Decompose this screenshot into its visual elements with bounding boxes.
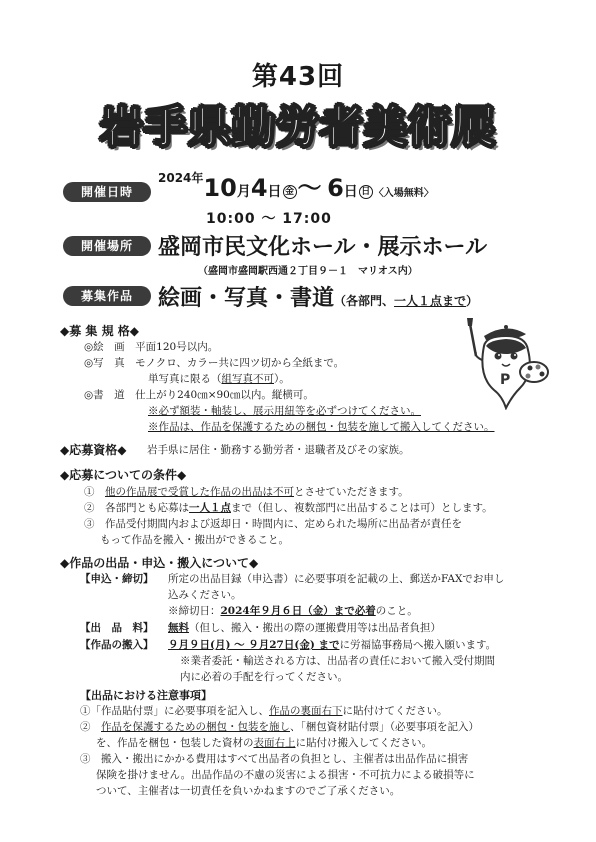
note-3-cont: 保険を掛けません。出品作品の不慮の災害による損害・不可抗力による破損等に — [96, 769, 475, 781]
deadline — [168, 603, 418, 619]
delivery-note-cont: 内に必着の手配を行ってください。 — [180, 671, 348, 683]
calligraphy-note-mount: ※必ず額装・軸装し、展示用紐等を必ずつけてください。 — [148, 405, 421, 417]
event-date — [158, 168, 434, 203]
event-month: 10 — [203, 174, 237, 202]
fee-free: 無料 — [168, 622, 189, 634]
condition-2-emphasis: 一人１点 — [189, 502, 231, 514]
condition-3: ③ 作品受付期間内および返却日・時間内に、定められた場所に出品者が責任を — [84, 518, 462, 530]
date-tilde: 〜 — [297, 174, 322, 202]
condition-1-suffix: とさせていただきます。 — [294, 486, 409, 498]
works-note-limit: 一人１点まで — [394, 294, 467, 308]
photo-note-suffix: ）。 — [274, 373, 290, 385]
note-2-cont-suffix: に貼付け搬入してください。 — [295, 737, 432, 749]
rule-photo-note — [148, 371, 290, 387]
rule-calligraphy: ◎書 道 仕上がり240㎝×90㎝以内。縦横可。 — [84, 389, 314, 401]
works-note — [334, 294, 478, 308]
apply-text: 所定の出品目録（申込書）に必要事項を記載の上、郵送かFAXでお申し — [168, 573, 505, 585]
rule-painting: ◎絵 画 平面120号以内。 — [84, 341, 219, 353]
apply-text-cont: 込みください。 — [168, 589, 242, 601]
photo-note-prefix: 単写真に限る（ — [148, 373, 222, 385]
event-time: 10:00 〜 17:00 — [206, 211, 332, 227]
qualification-heading: ◆応募資格◆ — [60, 443, 127, 457]
mascot-letter: P — [500, 372, 511, 388]
conditions-heading: ◆応募についての条件◆ — [60, 468, 187, 482]
note-2-cont-emphasis: 表面右上 — [253, 737, 296, 749]
submission-heading: ◆作品の出品・申込・搬入について◆ — [60, 556, 259, 570]
works-categories: 絵画・写真・書道 — [158, 286, 335, 311]
works-label-badge: 募集作品 — [63, 286, 151, 306]
condition-1-prefix: ① — [84, 486, 105, 498]
venue-label-badge: 開催場所 — [63, 236, 151, 256]
note-2-emphasis: 作品を保護するための梱包・包装を施し — [101, 721, 290, 733]
fee-note: （但し、搬入・搬出の際の運搬費用等は出品者負担） — [189, 622, 441, 634]
condition-2-prefix: ② 各部門とも応募は — [84, 502, 189, 514]
delivery-text — [168, 637, 496, 653]
condition-2-suffix: まで（但し、複数部門に出品することは可）とします。 — [231, 502, 493, 514]
day-unit: 日 — [267, 184, 282, 200]
date-label-badge: 開催日時 — [63, 182, 151, 202]
fee-label: 【出 品 料】 — [80, 622, 154, 634]
event-year: 2024年 — [158, 171, 204, 185]
works-note-prefix: （各部門、 — [334, 294, 395, 308]
note-2-cont-prefix: を、作品を梱包・包装した資材の — [96, 737, 254, 749]
day-end-unit: 日 — [343, 184, 358, 200]
artist-mascot-icon — [456, 316, 550, 410]
venue-name: 盛岡市民文化ホール・展示ホール — [158, 235, 488, 260]
main-title: 岩手県勤労者美術展 — [100, 103, 496, 153]
month-unit: 月 — [236, 184, 251, 200]
delivery-period: ９月９日(月) 〜 ９月27日(金) まで — [168, 639, 340, 651]
photo-note-emphasis: 組写真不可 — [221, 373, 274, 385]
note-1-emphasis: 作品の裏面右下 — [269, 705, 343, 717]
rule-photo: ◎写 真 モノクロ、カラー共に四ツ切から全紙まで。 — [84, 357, 345, 369]
note-1 — [80, 703, 448, 719]
note-2-prefix: ② — [80, 721, 101, 733]
deadline-suffix: のこと。 — [375, 605, 418, 617]
event-day-end: 6 — [327, 174, 344, 202]
deadline-date: 2024年９月６日（金）まで必着 — [220, 605, 376, 617]
note-2 — [80, 719, 479, 735]
weekday-start: 金 — [283, 185, 297, 199]
apply-label: 【申込・締切】 — [80, 573, 154, 585]
note-1-prefix: ①「作品貼付票」に必要事項を記入し、 — [80, 705, 269, 717]
condition-2 — [84, 500, 493, 516]
delivery-destination: に労福協事務局へ搬入願います。 — [339, 639, 497, 651]
note-3-cont-2: ついて、主催者は一切責任を負いかねますのでご了承ください。 — [96, 785, 401, 797]
works-note-suffix: ） — [466, 294, 479, 308]
note-3: ③ 搬入・搬出にかかる費用はすべて出品者の負担とし、主催者は出品作品に損害 — [80, 753, 469, 765]
calligraphy-note-packing: ※作品は、作品を保護するための梱包・包装を施して搬入してください。 — [148, 421, 495, 433]
deadline-prefix: ※締切日： — [168, 605, 221, 617]
rules-heading: ◆募 集 規 格◆ — [60, 324, 139, 338]
venue-address: （盛岡市盛岡駅西通２丁目９－１ マリオス内） — [198, 266, 418, 277]
note-1-suffix: に貼付けてください。 — [342, 705, 448, 717]
delivery-label: 【作品の搬入】 — [80, 639, 154, 651]
qualification-text: 岩手県に居住・勤務する勤労者・退職者及びその家族。 — [147, 444, 410, 456]
fee-text — [168, 620, 441, 636]
works-line — [158, 281, 478, 312]
condition-1 — [84, 484, 409, 500]
delivery-note: ※業者委託・輸送される方は、出品者の責任において搬入受付期間 — [180, 655, 495, 667]
edition-number: 第43回 — [251, 62, 345, 92]
notes-heading: 【出品における注意事項】 — [80, 689, 212, 702]
note-2-suffix: 、「梱包資材貼付票」（必要事項を記入） — [290, 721, 479, 733]
event-day-start: 4 — [250, 174, 268, 202]
weekday-end: 日 — [359, 185, 373, 199]
condition-1-emphasis: 他の作品展で受賞した作品の出品は不可 — [105, 486, 294, 498]
condition-3-cont: もって作品を搬入・搬出ができること。 — [100, 534, 289, 546]
note-2-cont — [96, 735, 432, 751]
admission-note: 〈入場無料〉 — [373, 188, 434, 199]
